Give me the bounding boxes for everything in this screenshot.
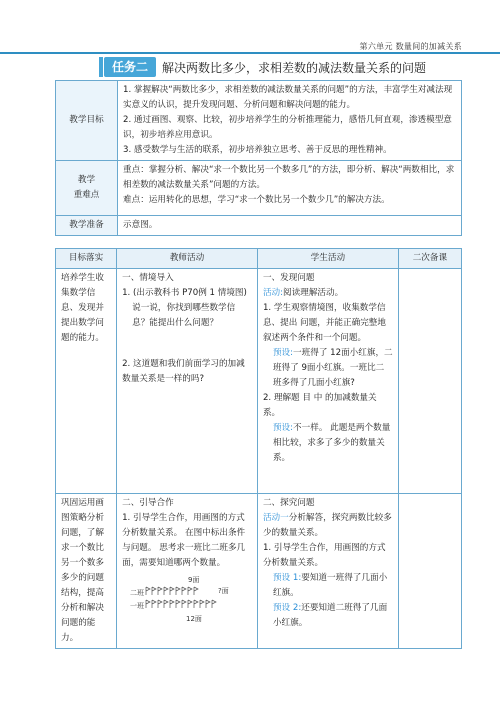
preset2-text: 不一样。 此题是两个数量相比较，求多了多少的数量关系。 bbox=[272, 423, 391, 463]
teacher-ask: 说一说，你找到哪些数学信息？能提出什么问题？ bbox=[132, 303, 236, 328]
teacher-heading-2: 二、引导合作 bbox=[122, 498, 174, 508]
row1-goal: 培养学生收集数学信息、发现并提出数学问题的能力。 bbox=[56, 269, 117, 494]
prep-label: 教学准备 bbox=[56, 216, 118, 236]
goal-2: 2. 通过画图、观察、比较，初步培养学生的分析推理能力，感悟几何直观，渗透模型意识，初步培养应用意识。 bbox=[123, 115, 452, 140]
flag-icon bbox=[152, 587, 156, 595]
activity2-tag: 活动一 bbox=[262, 513, 289, 523]
unit-label: 第六单元 数量间的加减关系 bbox=[359, 42, 462, 51]
goals-cell bbox=[118, 81, 462, 161]
key-label: 教学 重难点 bbox=[56, 161, 118, 216]
label-9: 9面 bbox=[188, 576, 200, 584]
key-cell bbox=[118, 161, 462, 216]
flag-icon bbox=[176, 587, 180, 595]
preset-text: 一班得了 12面小红旗，二班得了 9面小红旗。一班比二班多得了几面小红旗? bbox=[272, 348, 393, 388]
row2-notes bbox=[398, 494, 461, 649]
flag-icon bbox=[212, 600, 216, 608]
flag-icon bbox=[170, 600, 174, 608]
label-12: 12面 bbox=[186, 615, 203, 623]
flag-icon bbox=[158, 600, 162, 608]
row2-goal: 巩固运用画图策略分析问题，了解求一个数比另一个数多多少的问题结构，提高分析和解决问题的能力。 bbox=[56, 494, 117, 649]
page-header bbox=[0, 0, 500, 56]
flag-icon bbox=[170, 587, 174, 595]
key-point: 重点：掌握分析、解决“求一个数比另一个数多几”的方法，即分析、解决“两数相比，求相差数的减法数量关系”问题的方法。 bbox=[123, 165, 455, 190]
student-item-2-1: 1. 引导学生合作，用画图的方式分析数量关系。 bbox=[262, 543, 386, 568]
flag-icon bbox=[188, 600, 192, 608]
row1-notes bbox=[398, 269, 461, 494]
label-q: ?面 bbox=[218, 587, 229, 595]
flag-icon bbox=[200, 600, 204, 608]
row2-student bbox=[257, 494, 398, 649]
student-heading-1: 一、发现问题 bbox=[262, 273, 315, 283]
preset-1-text: 要知道一班得了几面小红旗。 bbox=[272, 573, 388, 598]
preset2-tag: 预设: bbox=[272, 423, 294, 433]
goal-3: 3. 感受数学与生活的联系，初步培养独立思考、善于反思的理性精神。 bbox=[123, 145, 392, 155]
flag-icon bbox=[164, 587, 168, 595]
flag-icon bbox=[158, 587, 162, 595]
col-notes: 二次备课 bbox=[398, 249, 461, 269]
row-label-2: 二班 bbox=[130, 589, 145, 597]
student-heading-2: 二、探究问题 bbox=[262, 498, 315, 508]
preset-tag: 预设: bbox=[272, 348, 294, 358]
activity-text: 阅读理解活动。 bbox=[283, 288, 344, 298]
goal-1: 1. 掌握解决“两数比多少，求相差数的减法数量关系的问题”的方法，丰富学生对减法现实意义的认识，提升发现问题、分析问题和解决问题的能力。 bbox=[123, 85, 453, 110]
flag-icon bbox=[164, 600, 168, 608]
flag-icon bbox=[182, 587, 186, 595]
flag-icon bbox=[188, 587, 192, 595]
preset-2-tag: 预设 2: bbox=[272, 603, 302, 613]
activity-tag: 活动: bbox=[262, 288, 284, 298]
flag-icon bbox=[176, 600, 180, 608]
flag-icon bbox=[182, 600, 186, 608]
flag-icon bbox=[152, 600, 156, 608]
task-title bbox=[104, 58, 426, 76]
activity-table bbox=[55, 248, 462, 649]
row-label-1: 一班 bbox=[130, 602, 145, 610]
goals-label: 教学目标 bbox=[56, 81, 118, 161]
row2-teacher bbox=[117, 494, 258, 649]
col-goal: 目标落实 bbox=[56, 249, 117, 269]
flag-diagram bbox=[130, 575, 242, 623]
student-item-2: 2. 理解题 目 中 的加减数量关系。 bbox=[262, 393, 377, 418]
task-badge: 任务二 bbox=[104, 57, 156, 77]
student-item-1: 1. 学生观察情境图，收集数学信息、提出 问题，并能正确完整地叙述两个条件和一个问题。 bbox=[262, 303, 386, 343]
header-rule bbox=[0, 52, 500, 54]
teacher-item-2-1: 1. 引导学生合作，用画图的方式分析数量关系。 在图中标出条件与问题。 思考求一班比二班多几面，需要知道哪两个数量。 bbox=[122, 513, 246, 568]
row1-student bbox=[257, 269, 398, 494]
activity2-text: 分析解答，探究两数比较多少的数量关系。 bbox=[262, 513, 392, 538]
col-student: 学生活动 bbox=[257, 249, 398, 269]
flag-icon bbox=[206, 600, 210, 608]
flag-icon bbox=[194, 587, 198, 595]
row1-teacher bbox=[117, 269, 258, 494]
preset-2-text: 还要知道二班得了几面小红旗。 bbox=[272, 603, 388, 628]
teacher-heading-1: 一、情境导入 bbox=[122, 273, 174, 283]
class1-flags bbox=[146, 600, 216, 608]
flag-icon bbox=[194, 600, 198, 608]
preset-1-tag: 预设 1: bbox=[272, 573, 302, 583]
teacher-item-1: 1. (出示教科书 P70例 1 情境图) bbox=[122, 288, 247, 298]
prep-text: 示意图。 bbox=[118, 216, 462, 236]
overview-table bbox=[55, 80, 462, 236]
col-teacher: 教师活动 bbox=[117, 249, 258, 269]
flag-icon bbox=[146, 600, 150, 608]
task-title-text: 解决两数比多少，求相差数的减法数量关系的问题 bbox=[162, 60, 427, 75]
teacher-item-2: 2. 这道题和我们前面学习的加减数量关系是一样的吗? bbox=[122, 359, 245, 384]
class2-flags bbox=[146, 587, 198, 595]
difficulty: 难点：运用转化的思想，学习“求一个数比另一个数少几”的解决方法。 bbox=[123, 195, 390, 205]
flag-icon bbox=[146, 587, 150, 595]
